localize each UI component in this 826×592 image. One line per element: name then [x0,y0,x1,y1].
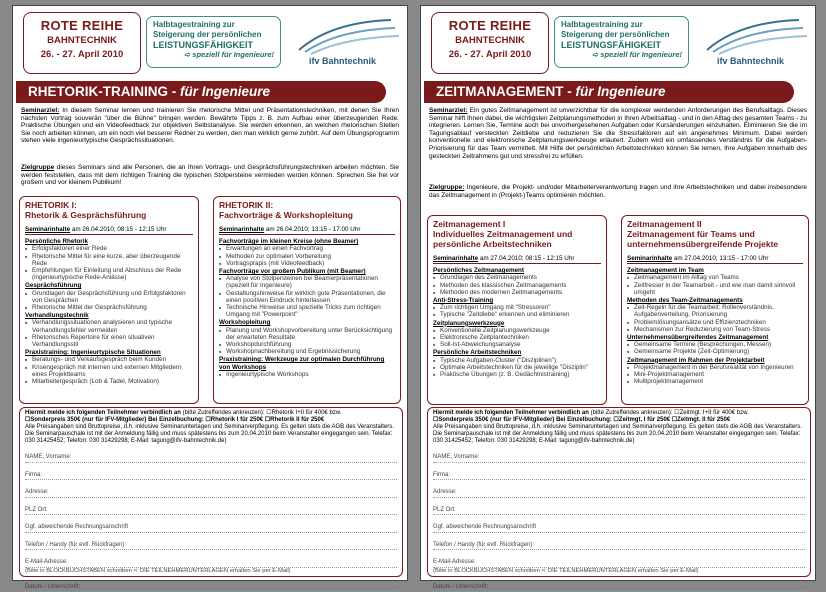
topic-item: ■ Mitarbeitergespräch (Lob & Tadel, Motivation) [25,378,193,385]
module-1-schedule [25,226,193,235]
logo-text: ifv Bahntechnik [309,56,376,66]
registration-terms: Alle Preisangaben sind Bruttopreise, d.h. inklusive Seminarunterlagen und Seminarverpflegung. Es gelten stets die AGB des Veranstalters. Die Seminarpauschale ist mit der Anmeldung fällig und muss spätestens bis zum 20.04.2010 beim Veranstalter eingegangen sein. Telefax: 030 31425452; Telefon: 030 31429298; E-Mail: tagung@ifv-bahntechnik.de) [433,424,805,445]
topic-item: ■ Vortragsprapis (mit Videofeedback) [219,260,395,267]
topic-category: Zeitplanungswerkzeuge [433,320,601,327]
module-2-schedule [627,255,803,264]
registration-heading [25,410,397,417]
form-field[interactable]: Datum / Unterschrift: [433,575,805,592]
topic-category: Methoden des Team-Zeitmanagements [627,297,803,304]
topic-item: ■ Gemeinsame Projekte (Zeit-Optimierung) [627,348,803,355]
topic-category: Praxistraining: Ingenieurtypische Situationen [25,349,193,356]
topic-category: Anti-Stress-Training [433,297,601,304]
topic-category: Unternehmensübergreifendes Zeitmanagement [627,334,803,341]
module-2-schedule [219,226,395,235]
topic-category: Verhandlungstechnik [25,312,193,319]
module-1-topics [433,267,601,378]
module-2-title: RHETORIK II: [219,200,395,210]
form-field[interactable]: Telefon / Handy (für evtl. Rückfragen): [25,533,397,551]
topic-item: ■ Verhandlungssituationen analysieren und typische Verhandlungsfehler vermeiden [25,319,193,333]
topic-item: ■ Multiprojektmanagement [627,378,803,385]
ifv-logo [291,16,403,71]
registration-terms: Alle Preisangaben sind Bruttopreise, d.h. inklusive Seminarunterlagen und Seminarverpflegung. Es gelten stets die AGB des Veranstalters. Die Seminarpauschale ist mit der Anmeldung fällig und muss spätestens bis zum 20.04.2010 beim Veranstalter eingegangen sein. Telefax: 030 31425452; Telefon: 030 31429298; E-Mail: tagung@ifv-bahntechnik.de) [25,424,397,445]
module-1-subtitle: Rhetorik & Gesprächsführung [25,210,193,220]
seminar-goal [21,107,399,145]
topic-item: ■ Erwartungen an einen Fachvortrag [219,245,395,252]
module-2-label: Seminarinhalte [627,255,672,262]
module-1-schedule [433,255,601,264]
topic-item: ■ Zum richtigen Umgang mit "Stressoren" [433,304,601,311]
module-1-date: am 27.04.2010; 08:15 - 12:15 Uhr [480,255,575,262]
registration-form [427,407,811,577]
banner-title: RHETORIK-TRAINING - [28,84,180,99]
registration-head: Hiermit melde ich folgenden Teilnehmer verbindlich an [25,410,181,416]
registration-heading [433,410,805,417]
topic-item: ■ Methoden des modernen Zeitmanagements [433,289,601,296]
topic-item: ■ Rhetorisches Repertoire für einen situativen Verhandlungsstil [25,334,193,348]
topic-item: ■ Ingenieurtypische Workshops [219,371,395,378]
goal-label: Seminarziel: [21,107,59,114]
topic-item: ■ Planung und Workshopvorbereitung unter Berücksichtigung der erwarteten Resultate [219,327,395,341]
module-2-title: Zeitmanagement II [627,219,803,229]
module-1-subtitle: Individuelles Zeitmanagement und persönliche Arbeitstechniken [433,229,601,249]
email-note: (Bitte in BLOCKBUCHSTABEN schreiben ➪ DIE TEILNEHMERUNTERLAGEN erhalten Sie per E-Mail) [433,568,805,575]
topic-category: Persönliche Arbeitstechniken [433,349,601,356]
topic-item: ■ Soll-Ist-Abweichungsanalyse [433,341,601,348]
topic-category: Gesprächsführung [25,282,193,289]
module-2-subtitle: Zeitmanagement für Teams und unternehmensübergreifende Projekte [627,229,803,249]
goal-label: Seminarziel: [429,107,467,114]
tagline-box [146,16,281,68]
form-field[interactable]: NAME, Vorname: [433,445,805,463]
form-field[interactable]: Adresse: [433,480,805,498]
series-subtitle: BAHNTECHNIK [24,35,140,46]
form-field[interactable]: Datum / Unterschrift: [25,575,397,592]
module-1-label: Seminarinhalte [25,226,70,233]
topic-item: ■ Optimale Arbeitstechniken für die jeweilige "Disziplin" [433,364,601,371]
module-2-date: am 27.04.2010; 13:15 - 17:00 Uhr [674,255,769,262]
series-subtitle: BAHNTECHNIK [432,35,548,46]
module-1-box [427,215,607,405]
module-1-topics [25,238,193,385]
topic-item: ■ Zeitfresser in der Teamarbeit - und wie man damit sinnvoll umgeht [627,282,803,296]
module-1-title: RHETORIK I: [25,200,193,210]
series-dates: 26. - 27. April 2010 [24,49,140,60]
topic-category: Zeitmanagement im Rahmen der Projektarbeit [627,357,803,364]
form-field[interactable]: Ggf. abweichende Rechnungsanschrift [433,515,805,533]
tagline-line-1: Halbtagestraining zur [153,20,274,30]
module-2-label: Seminarinhalte [219,226,264,233]
target-label: Zielgruppe [21,164,54,171]
registration-form [19,407,403,577]
registration-price-options[interactable]: ☐Sonderpreis 350€ (nur für IFV-Mitglieder) Bei Einzelbuchung: ☐Rhetorik I für 250€ ☐Rhetorik II für 250€ [25,417,397,424]
topic-item: ■ Typische Aufgaben-Cluster ("Disziplinen") [433,357,601,364]
topic-item: ■ Workshopdurchführung [219,341,395,348]
tagline-box [554,16,689,68]
form-field[interactable]: Ggf. abweichende Rechnungsanschrift [25,515,397,533]
flyer-page-zeitmanagement [420,5,816,581]
module-1-title: Zeitmanagement I [433,219,601,229]
registration-options: (bitte Zutreffendes ankreuzen): ☐Zeitmgt. I+II für 400€ bzw. [591,410,749,416]
form-field[interactable]: Adresse: [25,480,397,498]
topic-item: ■ Workshopnachbereitung und Ergebnissicherung [219,348,395,355]
banner-emphasis: für Ingenieure [576,84,666,99]
form-field[interactable]: Telefon / Handy (für evtl. Rückfragen): [433,533,805,551]
topic-item: ■ Rhetorische Mittel der Gesprächsführung [25,304,193,311]
course-banner [16,81,386,103]
goal-text: Ein gutes Zeitmanagement ist unverzichtbar für die komplexer werdenden Anforderungen des Berufsalltags. Dieses Seminar hilft Ihnen dabei, die wichtigsten Zeitplanungsmethoden in Ihren Arbeitsalltag - und in den Alltag des gesamten Teams - zu integrieren. Lernen Sie, Termine auch bei unvorhergesehenen Aufgaben oder Kursänderungen einzuhalten. Eliminieren Sie die im Tagungsablauf versteckten Zeitdiebe und reduzieren Sie die Stressfaktoren auf ein angenehmes Minimum. Dabei werden konventionelle und elektronische Zeitplanungswerkzeuge erläutert. Zudem wird ein umfassendes Verständnis für die Aufgaben-Priorisierung für das Team vermittelt. Mit Hilfe der persönlichen Arbeitstechniken können Sie lernen, Ihre Aufgaben innerhalb des gesteckten Zeitrahmens gut und stressfrei zu erfüllen. [429,107,807,160]
topic-item: ■ Mechanismen zur Reduzierung von Team-Stress [627,326,803,333]
banner-title: ZEITMANAGEMENT - [436,84,576,99]
registration-fields [433,445,805,592]
topic-item: ■ Typische "Zeitdiebe" erkennen und eliminieren [433,311,601,318]
module-1-date: am 26.04.2010; 08:15 - 12:15 Uhr [72,226,167,233]
registration-options: (bitte Zutreffendes ankreuzen): ☐Rhetorik I+II für 400€ bzw. [183,410,342,416]
tagline-line-2: Steigerung der persönlichen [153,30,274,40]
target-text: Ingenieure, die Projekt- und/oder Mitarbeiterverantwortung tragen und ihre Arbeitstechniken und dabei insbesondere das Zeitmanagement in (Projekt-)Teams optimieren möchten. [429,184,807,199]
series-title: ROTE REIHE [24,18,140,33]
topic-item: ■ Praktische Übungen (z. B. Gedächtnistraining) [433,371,601,378]
registration-fields [25,445,397,592]
module-2-topics [627,267,803,385]
topic-item: ■ Methoden des klassischen Zeitmanagements [433,282,601,289]
series-dates: 26. - 27. April 2010 [432,49,548,60]
registration-head: Hiermit melde ich folgenden Teilnehmer verbindlich an [433,410,589,416]
module-2-box [213,196,401,404]
topic-category: Workshopleitung [219,319,395,326]
topic-item: ■ Zeitmanagement im Alltag von Teams [627,274,803,281]
tagline-line-2: Steigerung der persönlichen [561,30,682,40]
topic-category: Persönliche Rhetorik [25,238,193,245]
target-group [21,164,399,187]
form-field[interactable]: Firma: [25,463,397,481]
logo-text: ifv Bahntechnik [717,56,784,66]
target-group [429,184,807,199]
tagline-line-3: LEISTUNGSFÄHIGKEIT [561,40,682,50]
topic-item: ■ Mini-Projektmanagement [627,371,803,378]
target-text: dieses Seminars sind alle Personen, die an Ihren Vortrags- und Gesprächsführungstechniken arbeiten möchten. Sie werden feststellen, dass mit dem richtigen Training die typischen Stolpersteine vermieden werden können. Sprechen Sie frei vor großem und vor kleinem Publikum! [21,164,399,186]
topic-item: ■ Krisengespräch mit internen und externen Mitgliedern eines Projektteams [25,364,193,378]
topic-item: ■ Elektronische Zeitplantechniken [433,334,601,341]
module-2-topics [219,238,395,378]
logo-swoosh-icon [291,16,403,56]
flyer-page-rhetorik [12,5,408,581]
topic-category: Zeitmanagement im Team [627,267,803,274]
module-2-subtitle: Fachvorträge & Workshopleitung [219,210,395,220]
goal-text: In diesem Seminar lernen und trainieren Sie rhetorische Mittel und Präsentationstechniken, mit denen Sie Ihren nächsten Vortrag souverän "über die Bühne" bringen werden. Bewährte Tipps z. B. zum Aufbau einer überzeugenden Rede. Praktische Übungen und ein Videofeedback zur objektiven Selbstanalyse. Sie werden erkennen, an welchen rhetorischen Stellen Sie noch arbeiten können, um ein noch viel besserer Redner zu werden, den man wirklich gerne zuhört. Auf dem Übungsprogramm stehen viele ingenieurtypische Gesprächssituationen. [21,107,399,144]
tagline-line-4: ➪ speziell für Ingenieure! [561,50,682,60]
logo-swoosh-icon [699,16,811,56]
topic-category: Fachvorträge vor großem Publikum (mit Beamer) [219,268,395,275]
topic-category: Fachvorträge im kleinen Kreise (ohne Beamer) [219,238,395,245]
topic-item: ■ Erfolgsfaktoren einer Rede [25,245,193,252]
form-field[interactable]: NAME, Vorname: [25,445,397,463]
topic-item: ■ Gemeinsame Termine (Besprechungen, Messen) [627,341,803,348]
topic-item: ■ Methoden zur optimalen Vorbereitung [219,253,395,260]
series-title: ROTE REIHE [432,18,548,33]
topic-category: Persönliches Zeitmanagement [433,267,601,274]
form-field[interactable]: PLZ Ort: [433,498,805,516]
target-label: Zielgruppe: [429,184,464,191]
module-1-box [19,196,199,404]
topic-item: ■ Empfehlungen für Einleitung und Abschluss der Rede (ingenieurtypische Rede-Anlässe) [25,267,193,281]
form-field[interactable]: E-Mail-Adresse: [25,550,397,568]
tagline-line-4: ➪ speziell für Ingenieure! [153,50,274,60]
topic-item: ■ Analyse von Stolpersteinen bei Beamerpräsentationen (speziell für Ingenieure) [219,275,395,289]
topic-item: ■ Technische Hinweise und spezielle Tricks zum richtigen Umgang mit "Powerpoint" [219,304,395,318]
topic-item: ■ Problemlösungsansätze und Effizienztechniken [627,319,803,326]
topic-item: ■ Konventionelle Zeitplanungswerkzeuge [433,327,601,334]
form-field[interactable]: E-Mail-Adresse: [433,550,805,568]
topic-item: ■ Grundlagen des Zeitmanagements [433,274,601,281]
topic-item: ■ Zeit-Regeln für die Teamarbeit: Rollenverständnis, Aufgabenverteilung, Priorisierung [627,304,803,318]
form-field[interactable]: PLZ Ort: [25,498,397,516]
module-1-label: Seminarinhalte [433,255,478,262]
series-header-box [431,12,549,74]
registration-price-options[interactable]: ☐Sonderpreis 350€ (nur für IFV-Mitglieder) Bei Einzelbuchung: ☐Zeitmgt. I für 250€ ☐Zeitmgt. II für 250€ [433,417,805,424]
series-header-box [23,12,141,74]
course-banner [424,81,794,103]
topic-item: ■ Grundlagen der Gesprächsführung und Erfolgsfaktoren von Gesprächen [25,290,193,304]
topic-item: ■ Projektmanagement in der Berufsrealität von Ingenieuren [627,364,803,371]
email-note: (Bitte in BLOCKBUCHSTABEN schreiben ➪ DIE TEILNEHMERUNTERLAGEN erhalten Sie per E-Mail) [25,568,397,575]
topic-item: ■ Rhetorische Mittel für eine kurze, aber überzeugende Rede [25,253,193,267]
banner-emphasis: für Ingenieure [180,84,270,99]
tagline-line-1: Halbtagestraining zur [561,20,682,30]
form-field[interactable]: Firma: [433,463,805,481]
topic-category: Praxistraining: Werkzeuge zur optimalen Durchführung von Workshops [219,356,395,370]
tagline-line-3: LEISTUNGSFÄHIGKEIT [153,40,274,50]
module-2-box [621,215,809,405]
module-2-date: am 26.04.2010; 13:15 - 17:00 Uhr [266,226,361,233]
topic-item: ■ Gestaltungshinweise für wirklich gute Präsentationen, die einen positiven Eindruck hinterlassen [219,290,395,304]
ifv-logo [699,16,811,71]
topic-item: ■ Beratungs- und Verkaufsgespräch beim Kunden [25,356,193,363]
seminar-goal [429,107,807,160]
